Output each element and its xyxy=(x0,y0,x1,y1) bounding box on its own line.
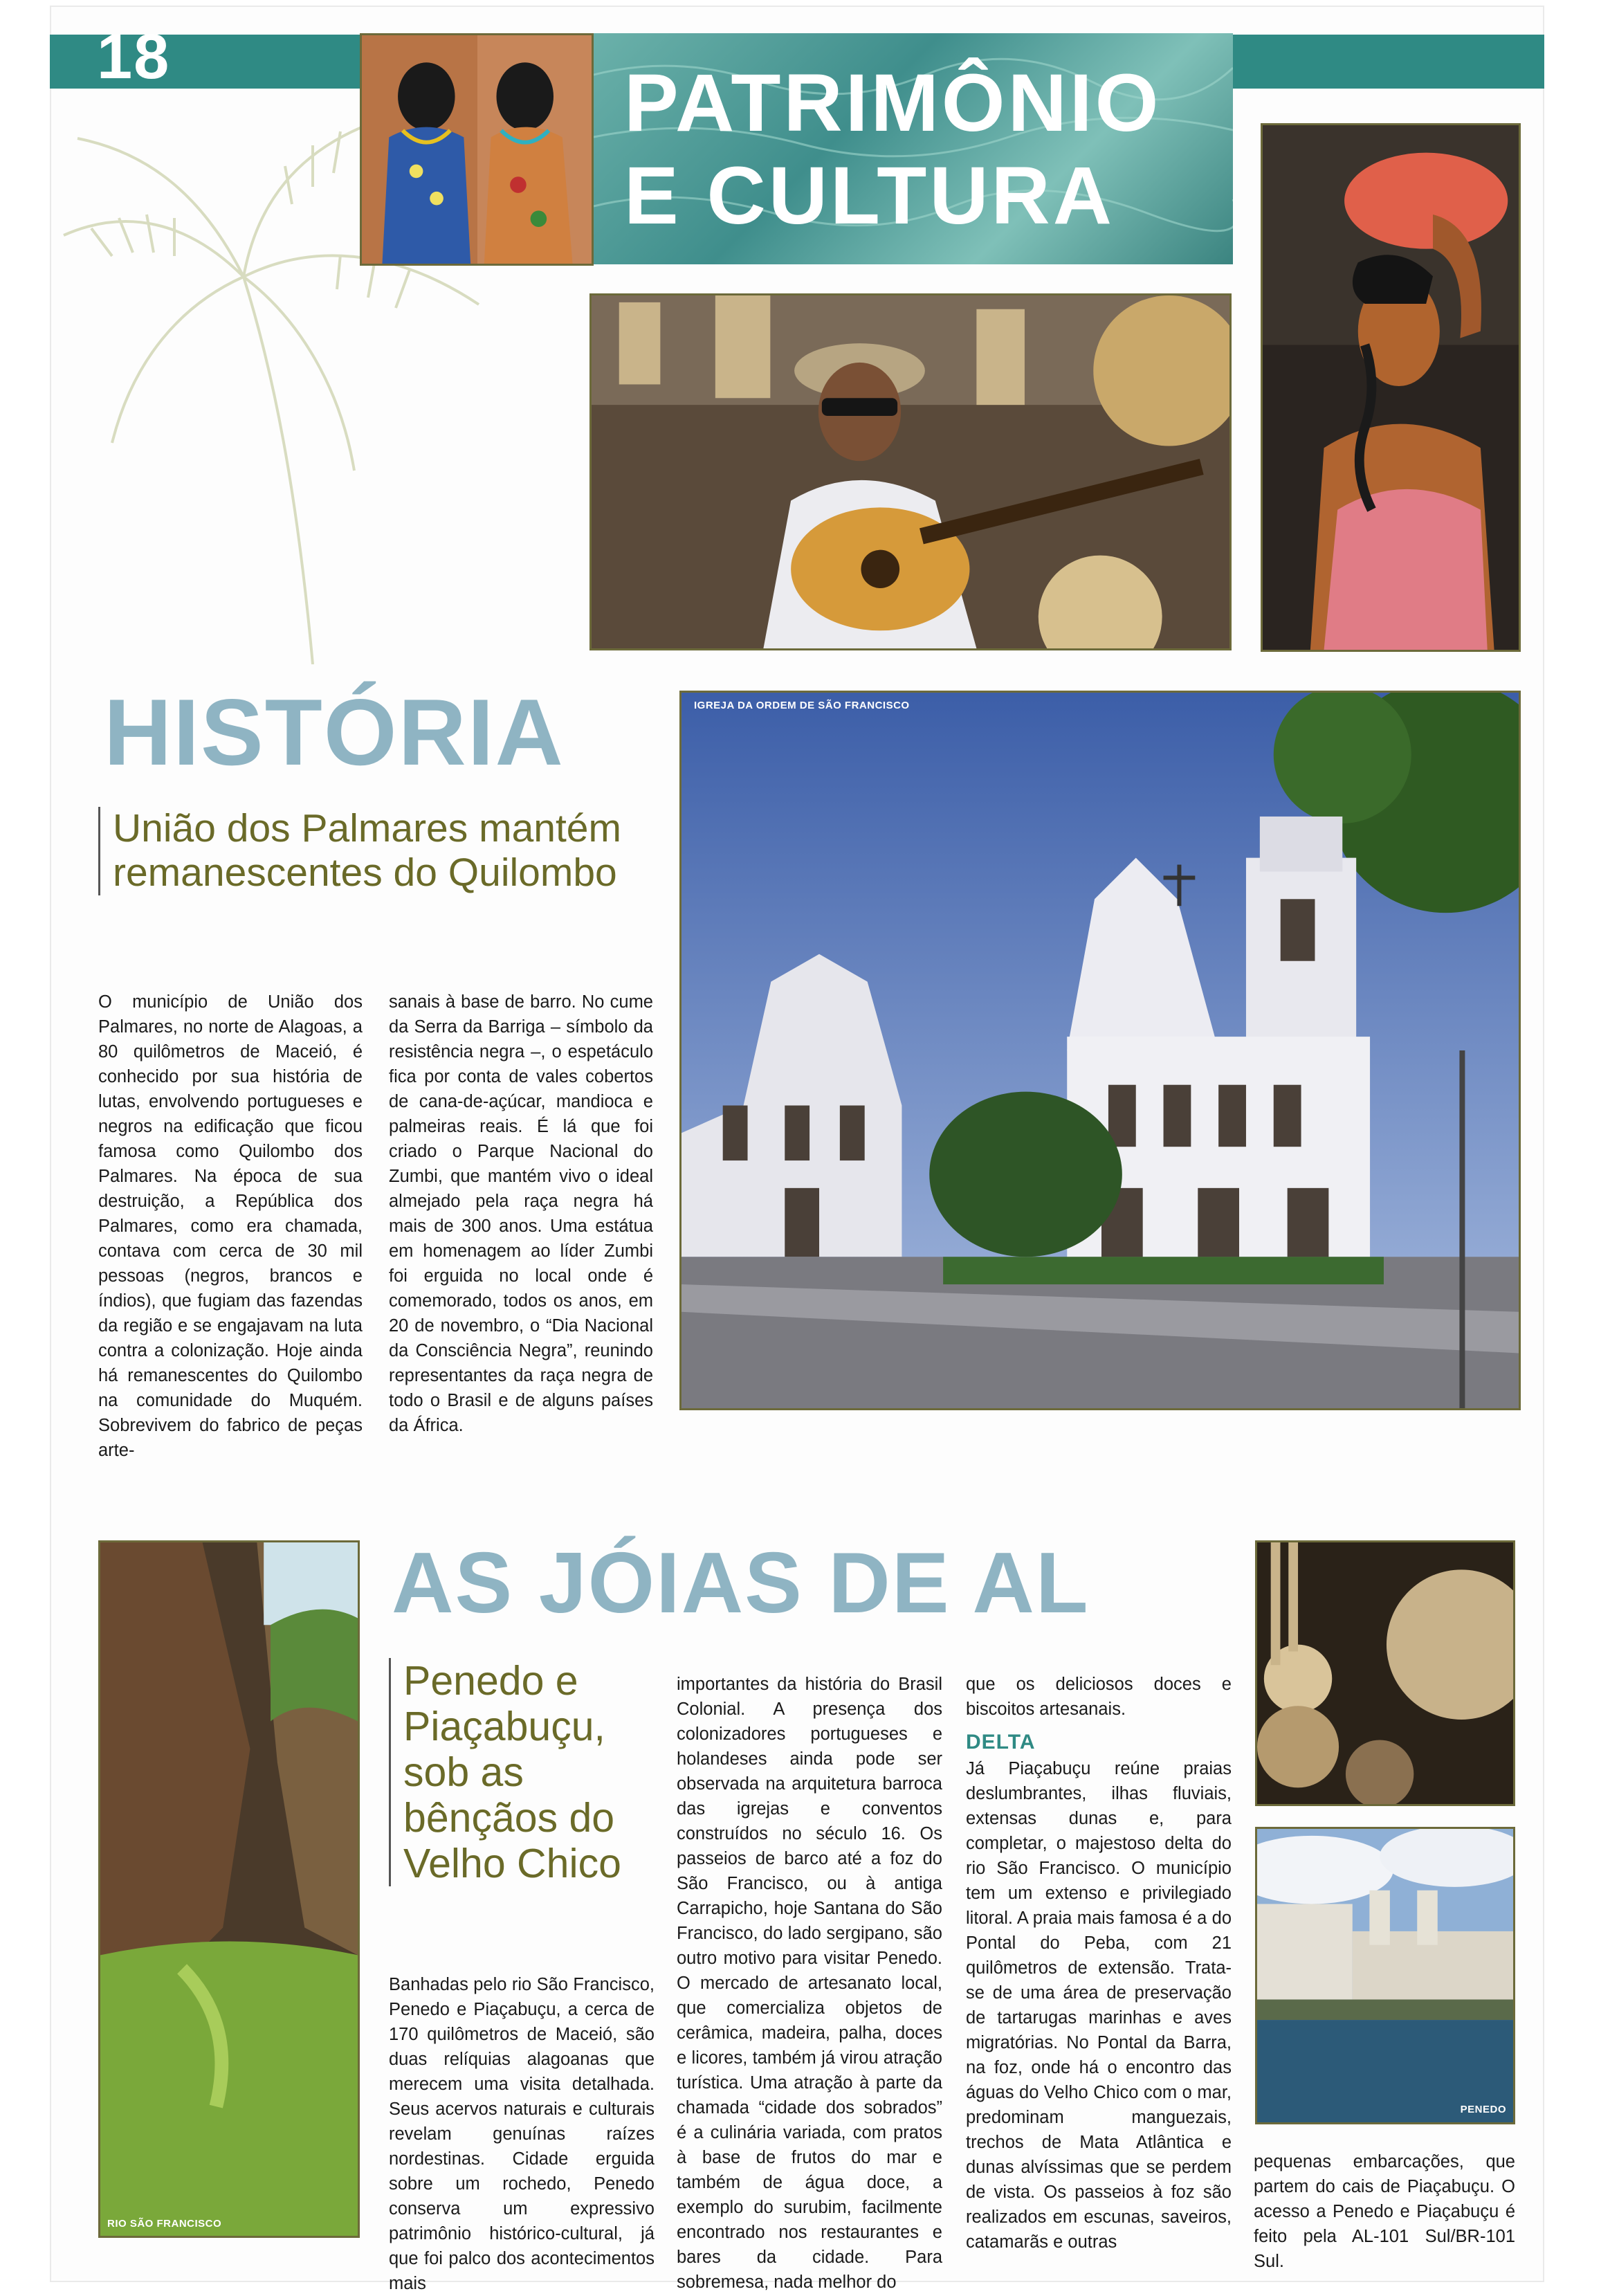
page-number: 18 xyxy=(97,21,171,92)
joias-text-3-top: que os deliciosos doces e biscoitos artesanais. xyxy=(966,1675,1232,1719)
header-title-box xyxy=(594,33,1233,264)
joias-column-4 xyxy=(1254,2149,1515,2274)
historia-text-1: O município de União dos Palmares, no norte de Alagoas, a 80 quilômetros de Maceió, é conhecido por sua história de lutas, envolvendo portugueses e negros na edificação que ficou famosa como Quilombo dos Palmares. Na época de sua destruição, a República dos Palmares, como era chamada, contava com cerca de 30 mil pessoas (negros, brancos e índios), que fugiam das fazendas da região e se engajavam na luta contra a colonização. Hoje ainda há remanescentes do Quilombo na comunidade do Muquém. Sobrevivem do fabrico de peças arte- xyxy=(98,992,363,1460)
penedo-caption: PENEDO xyxy=(1460,2104,1506,2115)
joias-text-3-body: Já Piaçabuçu reúne praias deslumbrantes, ilhas fluviais, extensas dunas e, para completar, o majestoso delta do rio São Francisco. O município tem um extenso e privilegiado litoral. A praia mais famosa é a do Pontal do Peba, com 21 quilômetros de extensão. Trata-se de uma área de preservação de tartarugas marinhas e aves migratórias. No Pontal da Barra, na foz, onde há o encontro das águas do Velho Chico com o mar, predominam manguezais, trechos de Mata Atlântica e dunas alvíssimas que se perdem de vista. Os passeios à foz são realizados em escunas, saveiros, catamarãs e outras xyxy=(966,1759,1232,2252)
historia-column-2 xyxy=(389,990,653,1438)
joias-column-3 xyxy=(966,1672,1232,2254)
joias-text-1: Banhadas pelo rio São Francisco, Penedo e Piaçabuçu, a cerca de 170 quilômetros de Maceió, são duas relíquias alagoanas que merecem uma visita detalhada. Seus acervos naturais e culturais revelam genuínas raízes nordestinas. Cidade erguida sobre um rochedo, Penedo conserva um expressivo patrimônio histórico-cultural, já que foi palco dos acontecimentos mais xyxy=(389,1975,655,2293)
church-caption: IGREJA DA ORDEM DE SÃO FRANCISCO xyxy=(694,700,910,711)
photo-dolls xyxy=(360,33,594,266)
historia-subtitle: União dos Palmares mantém remanescentes do Quilombo xyxy=(98,807,639,895)
delta-heading: DELTA xyxy=(966,1731,1036,1753)
photo-guitarist xyxy=(589,293,1232,650)
header-bar-right xyxy=(1233,35,1544,89)
river-caption: RIO SÃO FRANCISCO xyxy=(107,2218,222,2230)
header-title-line2: E CULTURA xyxy=(624,150,1115,242)
photo-church xyxy=(679,691,1521,1410)
joias-text-4: pequenas embarcações, que partem do cais de Piaçabuçu. O acesso a Penedo e Piaçabuçu é feito pela AL-101 Sul/BR-101 Sul. xyxy=(1254,2152,1515,2271)
historia-text-2: sanais à base de barro. No cume da Serra da Barriga – símbolo da resistência negra –, o espetáculo fica por conta de vales cobertos de cana-de-açúcar, mandioca e palmeiras reais. É lá que foi criado o Parque Nacional do Zumbi, que mantém vivo o ideal almejado pela raça negra há mais de 300 anos. Uma estátua em homenagem ao líder Zumbi foi erguida no local onde é comemorado, todos os anos, em 20 de novembro, o “Dia Nacional da Consciência Negra”, reunindo representantes da raça negra de todo o Brasil e de alguns países da África. xyxy=(389,992,653,1435)
photo-penedo xyxy=(1255,1827,1515,2124)
joias-subtitle: Penedo e Piaçabuçu, sob as bênçãos do Velho Chico xyxy=(389,1658,680,1886)
joias-column-2 xyxy=(677,1672,942,2295)
photo-river xyxy=(98,1540,360,2238)
photo-statue xyxy=(1261,123,1521,652)
joias-column-1 xyxy=(389,1972,655,2296)
historia-title: HISTÓRIA xyxy=(104,680,565,785)
joias-title: AS JÓIAS DE AL xyxy=(392,1536,1090,1631)
joias-text-2: importantes da história do Brasil Colonial. A presença dos colonizadores portugueses e holandeses ainda pode ser observada na arquitetura barroca das igrejas e conventos construídos no século 16. Os passeios de barco até a foz do São Francisco, ou à antiga Carrapicho, hoje Santana do São Francisco, do lado sergipano, são outro motivo para visitar Penedo. O mercado de artesanato local, que comercializa objetos de cerâmica, madeira, palha, doces e licores, também já virou atração turística. Uma atração à parte da chamada “cidade dos sobrados” é a culinária variada, com pratos à base de frutos do mar e também de água doce, a exemplo do surubim, facilmente encontrado nos restaurantes e bares da cidade. Para sobremesa, nada melhor do xyxy=(677,1675,942,2292)
header-title-line1: PATRIMÔNIO xyxy=(624,57,1162,149)
historia-column-1 xyxy=(98,990,363,1463)
photo-baskets xyxy=(1255,1540,1515,1806)
